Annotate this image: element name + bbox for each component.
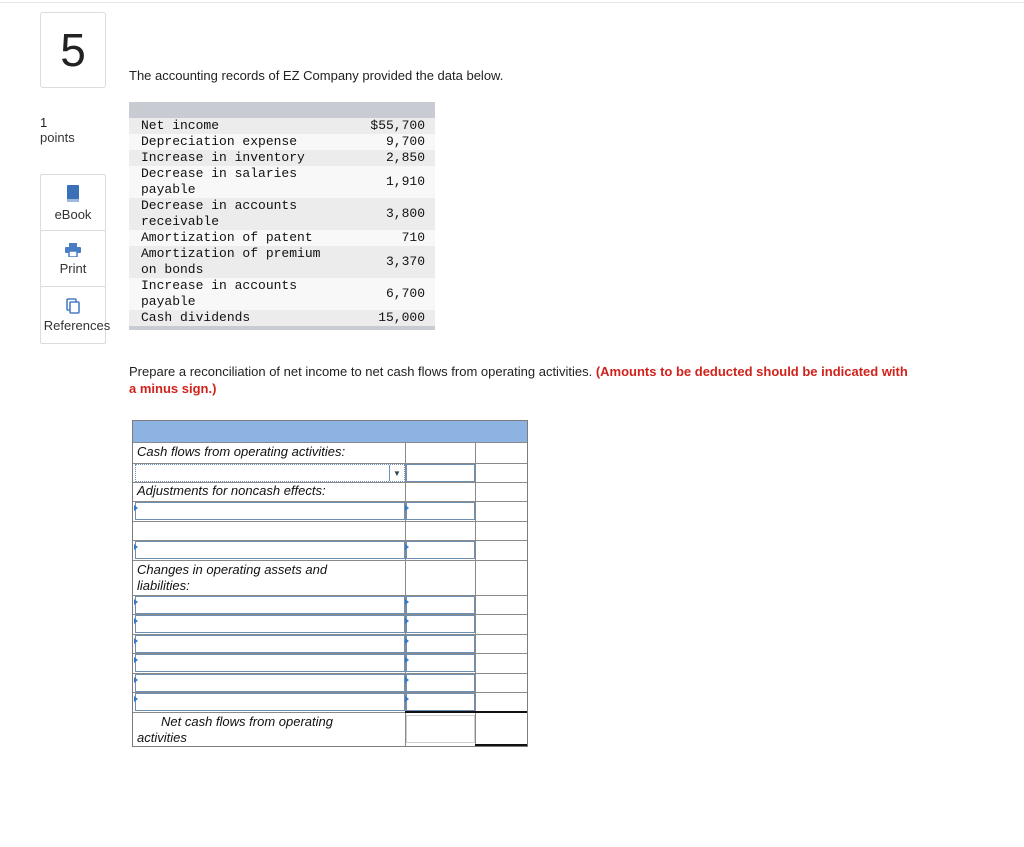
change-1-marker-icon [134,599,138,605]
ebook-label: eBook [54,206,92,222]
change-3-label-input[interactable] [135,635,405,653]
change-3-marker-icon [134,638,138,644]
change-2-amount-marker-icon [405,618,409,624]
row-label [129,166,359,198]
adjustment-2-label-input[interactable] [135,541,405,559]
row-label: Depreciation expense [129,134,359,150]
net-cash-flows-label [137,714,333,746]
row-label: Amortization of patent [129,230,359,246]
printer-icon [65,243,81,257]
print-label: Print [59,260,87,276]
net-label-line1: Net cash flows from operating [161,714,333,729]
adjustment-2-amount-input[interactable] [406,541,475,559]
instructions [129,363,909,397]
net-label-line2: activities [137,730,187,745]
change-2-label-input[interactable] [135,615,405,633]
references-button[interactable] [40,286,111,344]
book-icon [66,185,80,203]
change-6-amount-marker-icon [405,696,409,702]
row-label-line1: Decrease in accounts [141,198,298,213]
table-row [129,278,435,310]
copy-icon [66,298,80,314]
reconciliation-worksheet [132,420,528,747]
change-4-amount-marker-icon [405,657,409,663]
points-value: 1 [40,115,48,130]
table-row [129,246,435,278]
row-value: $55,700 [359,118,435,134]
changes-label-line2: liabilities: [137,578,190,593]
data-table-header [129,102,435,118]
row-label [129,246,359,278]
row-value: 3,800 [359,198,435,230]
row-label-line2: payable [141,182,196,197]
change-5-label-input[interactable] [135,674,405,692]
table-row [129,134,435,150]
change-3-amount-marker-icon [405,638,409,644]
instructions-text: Prepare a reconciliation of net income to net cash flows from operating activities. [129,364,593,379]
change-4-amount-input[interactable] [406,654,475,672]
change-6-label-input[interactable] [135,693,405,711]
adjustment-1-amount-input[interactable] [406,502,475,520]
question-number [40,12,106,88]
chevron-down-icon: ▼ [389,465,404,481]
table-row [129,310,435,326]
total-bottom-rule [475,744,527,746]
instructions-emphasis: (Amounts to be deducted should be indicated with a minus sign.) [129,364,908,396]
question-number-text: 5 [60,24,86,76]
change-1-amount-marker-icon [405,599,409,605]
change-4-label-input[interactable] [135,654,405,672]
change-2-marker-icon [134,618,138,624]
adjustment-1-marker-icon [134,505,138,511]
row-label-line2: receivable [141,214,220,229]
row-label-line2: payable [141,294,196,309]
change-2-amount-input[interactable] [406,615,475,633]
change-4-marker-icon [134,657,138,663]
intro-text: The accounting records of EZ Company provided the data below. [129,68,504,83]
row-divider [133,521,527,522]
adjustment-1-amount-marker-icon [405,505,409,511]
changes-label-line1: Changes in operating assets and [137,562,328,577]
adjustment-2-marker-icon [134,544,138,550]
row-label: Cash dividends [129,310,359,326]
row-label [129,198,359,230]
points-label: points [40,130,75,145]
adjustment-1-label-input[interactable] [135,502,405,520]
row-divider [133,560,527,561]
net-income-amount-input[interactable] [406,464,475,482]
ebook-button[interactable] [40,174,106,232]
row-label [129,278,359,310]
net-cash-flows-amount-input[interactable] [406,715,475,743]
row-value: 6,700 [359,278,435,310]
row-value: 710 [359,230,435,246]
row-value: 1,910 [359,166,435,198]
adjustments-label: Adjustments for noncash effects: [137,483,326,498]
changes-label [137,562,327,594]
row-label-line1: Decrease in salaries [141,166,298,181]
change-1-label-input[interactable] [135,596,405,614]
top-divider [0,2,1024,3]
row-value: 2,850 [359,150,435,166]
change-1-amount-input[interactable] [406,596,475,614]
row-value: 3,370 [359,246,435,278]
change-5-marker-icon [134,677,138,683]
data-table [129,102,435,330]
adjustment-2-amount-marker-icon [405,544,409,550]
change-6-marker-icon [134,696,138,702]
table-row [129,118,435,134]
table-row [129,198,435,230]
row-label-line1: Increase in accounts [141,278,298,293]
change-5-amount-input[interactable] [406,674,475,692]
column-divider [475,442,476,746]
row-value: 15,000 [359,310,435,326]
net-income-select[interactable] [135,464,405,482]
table-row [129,166,435,198]
cash-flows-label: Cash flows from operating activities: [137,444,346,459]
table-row [129,230,435,246]
row-label-line1: Amortization of premium [141,246,321,261]
worksheet-header [133,421,527,442]
table-row [129,150,435,166]
change-6-amount-input[interactable] [406,693,475,711]
total-top-rule [405,711,527,713]
row-label: Increase in inventory [129,150,359,166]
row-value: 9,700 [359,134,435,150]
change-3-amount-input[interactable] [406,635,475,653]
data-table-footer [129,326,435,330]
row-label: Net income [129,118,359,134]
change-5-amount-marker-icon [405,677,409,683]
row-label-line2: on bonds [141,262,204,277]
row-divider [133,442,527,443]
references-label: References [43,317,111,333]
print-button[interactable] [40,230,106,288]
